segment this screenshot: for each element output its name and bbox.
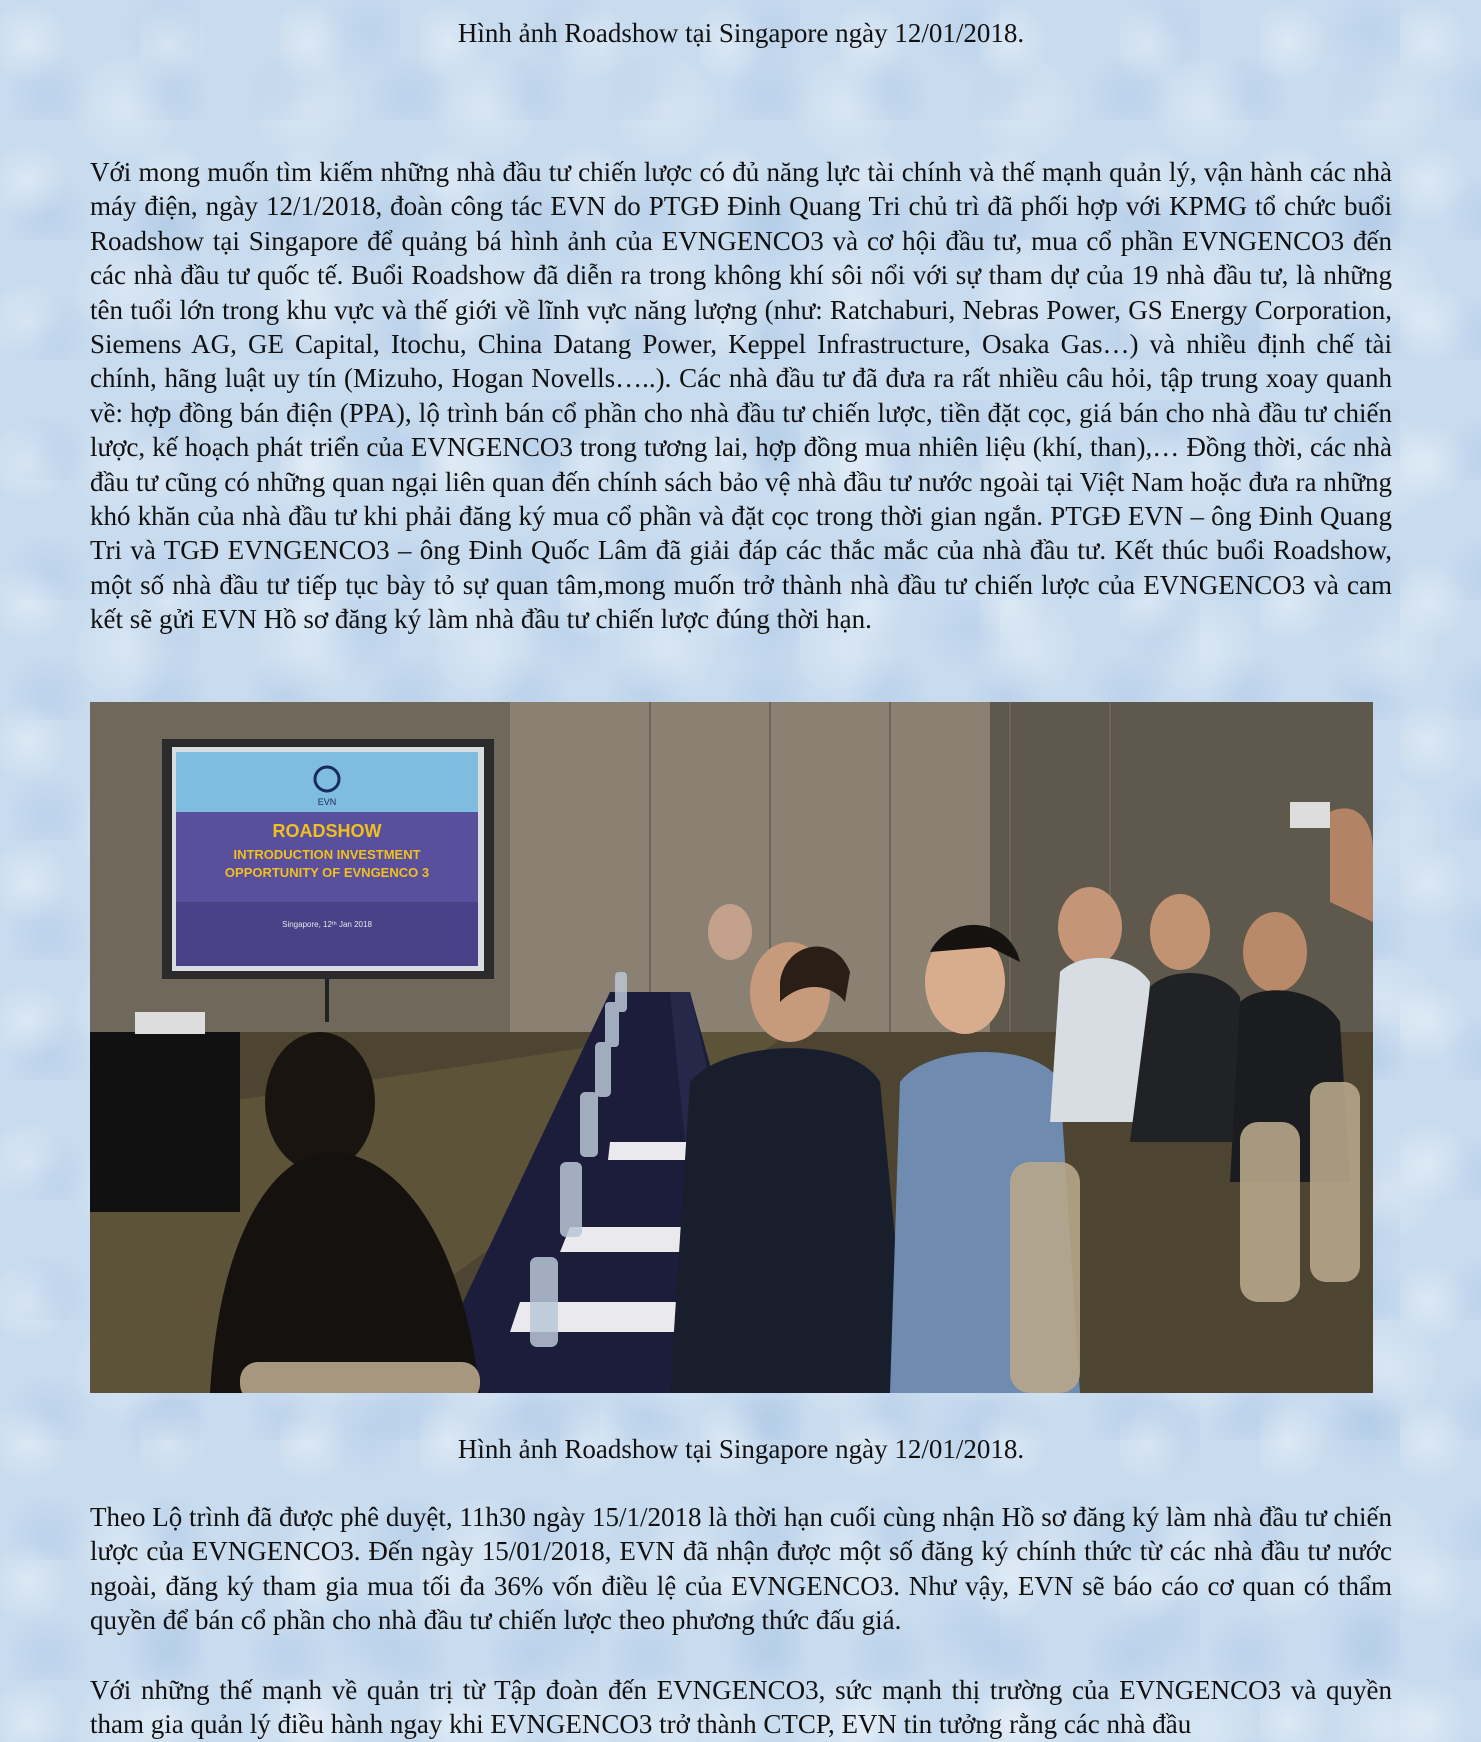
slide-footer: Singapore, 12ᵗʰ Jan 2018: [282, 920, 372, 929]
photo-caption-bottom: Hình ảnh Roadshow tại Singapore ngày 12/01/2018.: [457, 1434, 1025, 1464]
paragraph-registration-deadline: Theo Lộ trình đã được phê duyệt, 11h30 ngày 15/1/2018 là thời hạn cuối cùng nhận Hồ sơ đăng ký làm nhà đầu tư chiến lược của EVNGENCO3. Đến ngày 15/01/2018, EVN đã nhận được một số đăng ký chính thức từ các nhà đầu tư nước ngoài, đăng ký tham gia mua tối đa 36% vốn điều lệ của EVNGENCO3. Như vậy, EVN sẽ báo cáo cơ quan có thẩm quyền để bán cổ phần cho nhà đầu tư chiến lược theo phương thức đấu giá.: [90, 1502, 1392, 1636]
slide-line-2: OPPORTUNITY OF EVNGENCO 3: [224, 865, 430, 880]
paragraph-conclusion: Với những thế mạnh về quản trị từ Tập đoàn đến EVNGENCO3, sức mạnh thị trường của EVNGENCO3 và quyền tham gia quản lý điều hành ngay khi EVNGENCO3 trở thành CTCP, EVN tin tưởng rằng các nhà đầu: [90, 1675, 1392, 1740]
projector-table: [90, 1032, 240, 1212]
phone: [1290, 802, 1330, 828]
slide-logo-text: EVN: [317, 797, 337, 807]
photo-caption-top: Hình ảnh Roadshow tại Singapore ngày 12/01/2018.: [457, 18, 1025, 48]
slide-title: ROADSHOW: [272, 821, 382, 841]
attendee-foreground: [265, 1032, 375, 1172]
projector: [135, 1012, 205, 1034]
paragraph-roadshow-summary: Với mong muốn tìm kiếm những nhà đầu tư chiến lược có đủ năng lực tài chính và thế mạnh quản lý, vận hành các nhà máy điện, ngày 12/1/2018, đoàn công tác EVN do PTGĐ Đinh Quang Tri chủ trì đã phối hợp với KPMG tổ chức buổi Roadshow tại Singapore để quảng bá hình ảnh của EVNGENCO3 và cơ hội đầu tư, mua cổ phần EVNGENCO3 đến các nhà đầu tư quốc tế. Buổi Roadshow đã diễn ra trong không khí sôi nổi với sự tham dự của 19 nhà đầu tư, là những tên tuổi lớn trong khu vực và thế giới về lĩnh vực năng lượng (như: Ratchaburi, Nebras Power, GS Energy Corporation, Siemens AG, GE Capital, Itochu, China Datang Power, Keppel Infrastructure, Osaka Gas…) và nhiều định chế tài chính, hãng luật uy tín (Mizuho, Hogan Novells…..). Các nhà đầu tư đã đưa ra rất nhiều câu hỏi, tập trung xoay quanh về: hợp đồng bán điện (PPA), lộ trình bán cổ phần cho nhà đầu tư chiến lược, tiền đặt cọc, giá bán cho nhà đầu tư chiến lược, kế hoạch phát triển của EVNGENCO3 trong tương lai, hợp đồng mua nhiên liệu (khí, than),… Đồng thời, các nhà đầu tư cũng có những quan ngại liên quan đến chính sách bảo vệ nhà đầu tư nước ngoài tại Việt Nam hoặc đưa ra những khó khăn của nhà đầu tư khi phải đăng ký mua cổ phần và đặt cọc trong thời gian ngắn. PTGĐ EVN – ông Đinh Quang Tri và TGĐ EVNGENCO3 – ông Đinh Quốc Lâm đã giải đáp các thắc mắc của nhà đầu tư. Kết thúc buổi Roadshow, một số nhà đầu tư tiếp tục bày tỏ sự quan tâm,mong muốn trở thành nhà đầu tư chiến lược của EVNGENCO3 và cam kết sẽ gửi EVN Hồ sơ đăng ký làm nhà đầu tư chiến lược đúng thời hạn.: [90, 157, 1392, 635]
roadshow-photo: [90, 702, 1373, 1393]
slide-line-1: INTRODUCTION INVESTMENT: [233, 847, 421, 862]
